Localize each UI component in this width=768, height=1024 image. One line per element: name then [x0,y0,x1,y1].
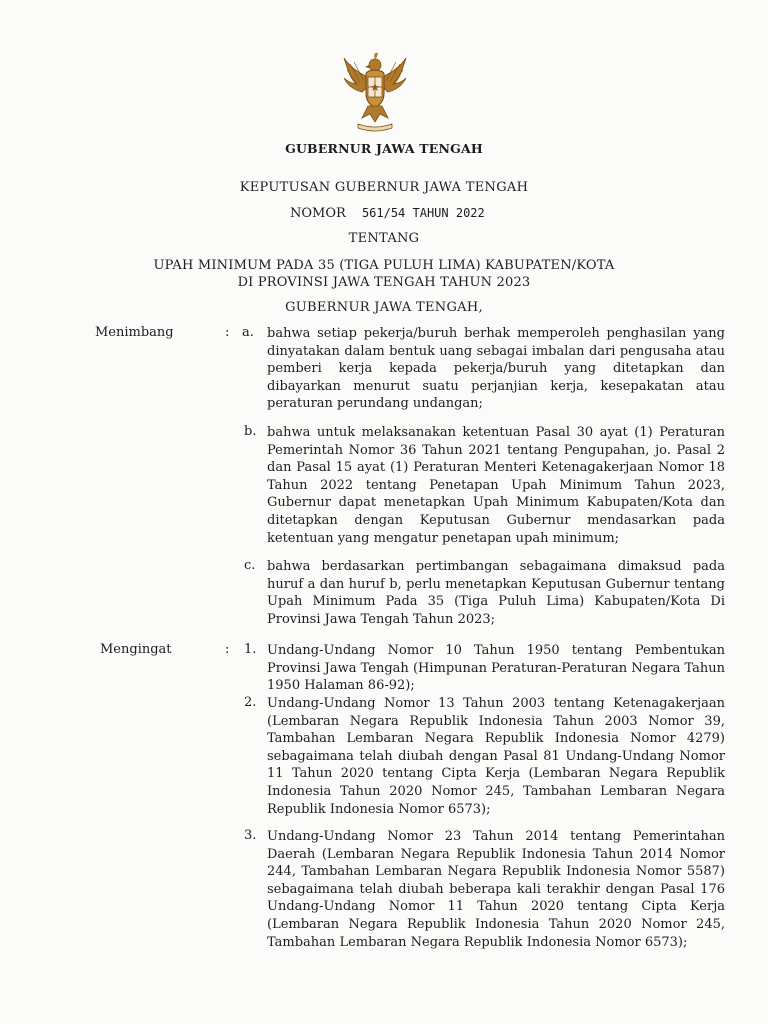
governor-heading: GUBERNUR JAWA TENGAH [285,141,483,156]
decree-title: KEPUTUSAN GUBERNUR JAWA TENGAH [239,180,529,195]
mengingat-label: Mengingat [100,642,172,657]
menimbang-marker-c: c. [244,558,256,573]
tentang-heading: TENTANG [348,231,420,246]
mengingat-marker-1: 1. [244,642,257,657]
subject-line-2: DI PROVINSI JAWA TENGAH TAHUN 2023 [237,275,531,290]
governor-statement: GUBERNUR JAWA TENGAH, [285,300,483,315]
menimbang-colon: : [225,325,230,340]
menimbang-marker-a: a. [242,325,254,340]
decree-number-line [290,206,485,221]
menimbang-item-b: bahwa untuk melaksanakan ketentuan Pasal 30 ayat (1) Peraturan Pemerintah Nomor 36 Tahun 2021 tentang Pengupahan, jo. Pasal 2 dan Pasal 15 ayat (1) Peraturan Menteri Ketenagakerjaan Nomor 18 Tahun 2022 tentang Penetapan Upah Minimum Tahun 2023, Gubernur dapat menetapkan Upah Minimum Kabupaten/Kota dan ditetapkan dengan Keputusan Gubernur mendasarkan pada ketentuan yang mengatur penetapan upah minimum; [267,425,725,546]
garuda-emblem-icon [340,50,410,132]
nomor-label: NOMOR [290,206,346,221]
mengingat-item-2: Undang-Undang Nomor 13 Tahun 2003 tentang Ketenagakerjaan (Lembaran Negara Republik Indonesia Tahun 2003 Nomor 39, Tambahan Lembaran Negara Republik Indonesia Nomor 4279) sebagaimana telah diubah dengan Pasal 81 Undang-Undang Nomor 11 Tahun 2020 tentang Cipta Kerja (Lembaran Negara Republik Indonesia Tahun 2020 Nomor 245, Tambahan Lembaran Negara Republik Indonesia Nomor 6573); [267,696,725,817]
subject-line-1: UPAH MINIMUM PADA 35 (TIGA PULUH LIMA) KABUPATEN/KOTA [153,258,615,273]
mengingat-colon: : [225,642,230,657]
menimbang-label: Menimbang [95,325,174,340]
mengingat-item-1: Undang-Undang Nomor 10 Tahun 1950 tentang Pembentukan Provinsi Jawa Tengah (Himpunan Peraturan-Peraturan Negara Tahun 1950 Halaman 86-92); [267,643,725,694]
mengingat-marker-3: 3. [244,828,257,843]
nomor-value: 561/54 TAHUN 2022 [361,206,485,220]
mengingat-marker-2: 2. [244,695,257,710]
menimbang-item-c: bahwa berdasarkan pertimbangan sebagaimana dimaksud pada huruf a dan huruf b, perlu menetapkan Keputusan Gubernur tentang Upah Minimum Pada 35 (Tiga Puluh Lima) Kabupaten/Kota Di Provinsi Jawa Tengah Tahun 2023; [267,559,725,627]
menimbang-marker-b: b. [244,424,257,439]
menimbang-item-a: bahwa setiap pekerja/buruh berhak memperoleh penghasilan yang dinyatakan dalam bentuk uang sebagai imbalan dari pengusaha atau pemberi kerja kepada pekerja/buruh yang ditetapkan dan dibayarkan menurut suatu perjanjian kerja, kesepakatan atau peraturan perundang undangan; [267,326,725,412]
mengingat-item-3: Undang-Undang Nomor 23 Tahun 2014 tentang Pemerintahan Daerah (Lembaran Negara Republik Indonesia Tahun 2014 Nomor 244, Tambahan Lembaran Negara Republik Indonesia Nomor 5587) sebagaimana telah diubah beberapa kali terakhir dengan Pasal 176 Undang-Undang Nomor 11 Tahun 2020 tentang Cipta Kerja (Lembaran Negara Republik Indonesia Tahun 2020 Nomor 245, Tambahan Lembaran Negara Republik Indonesia Nomor 6573); [267,829,725,950]
